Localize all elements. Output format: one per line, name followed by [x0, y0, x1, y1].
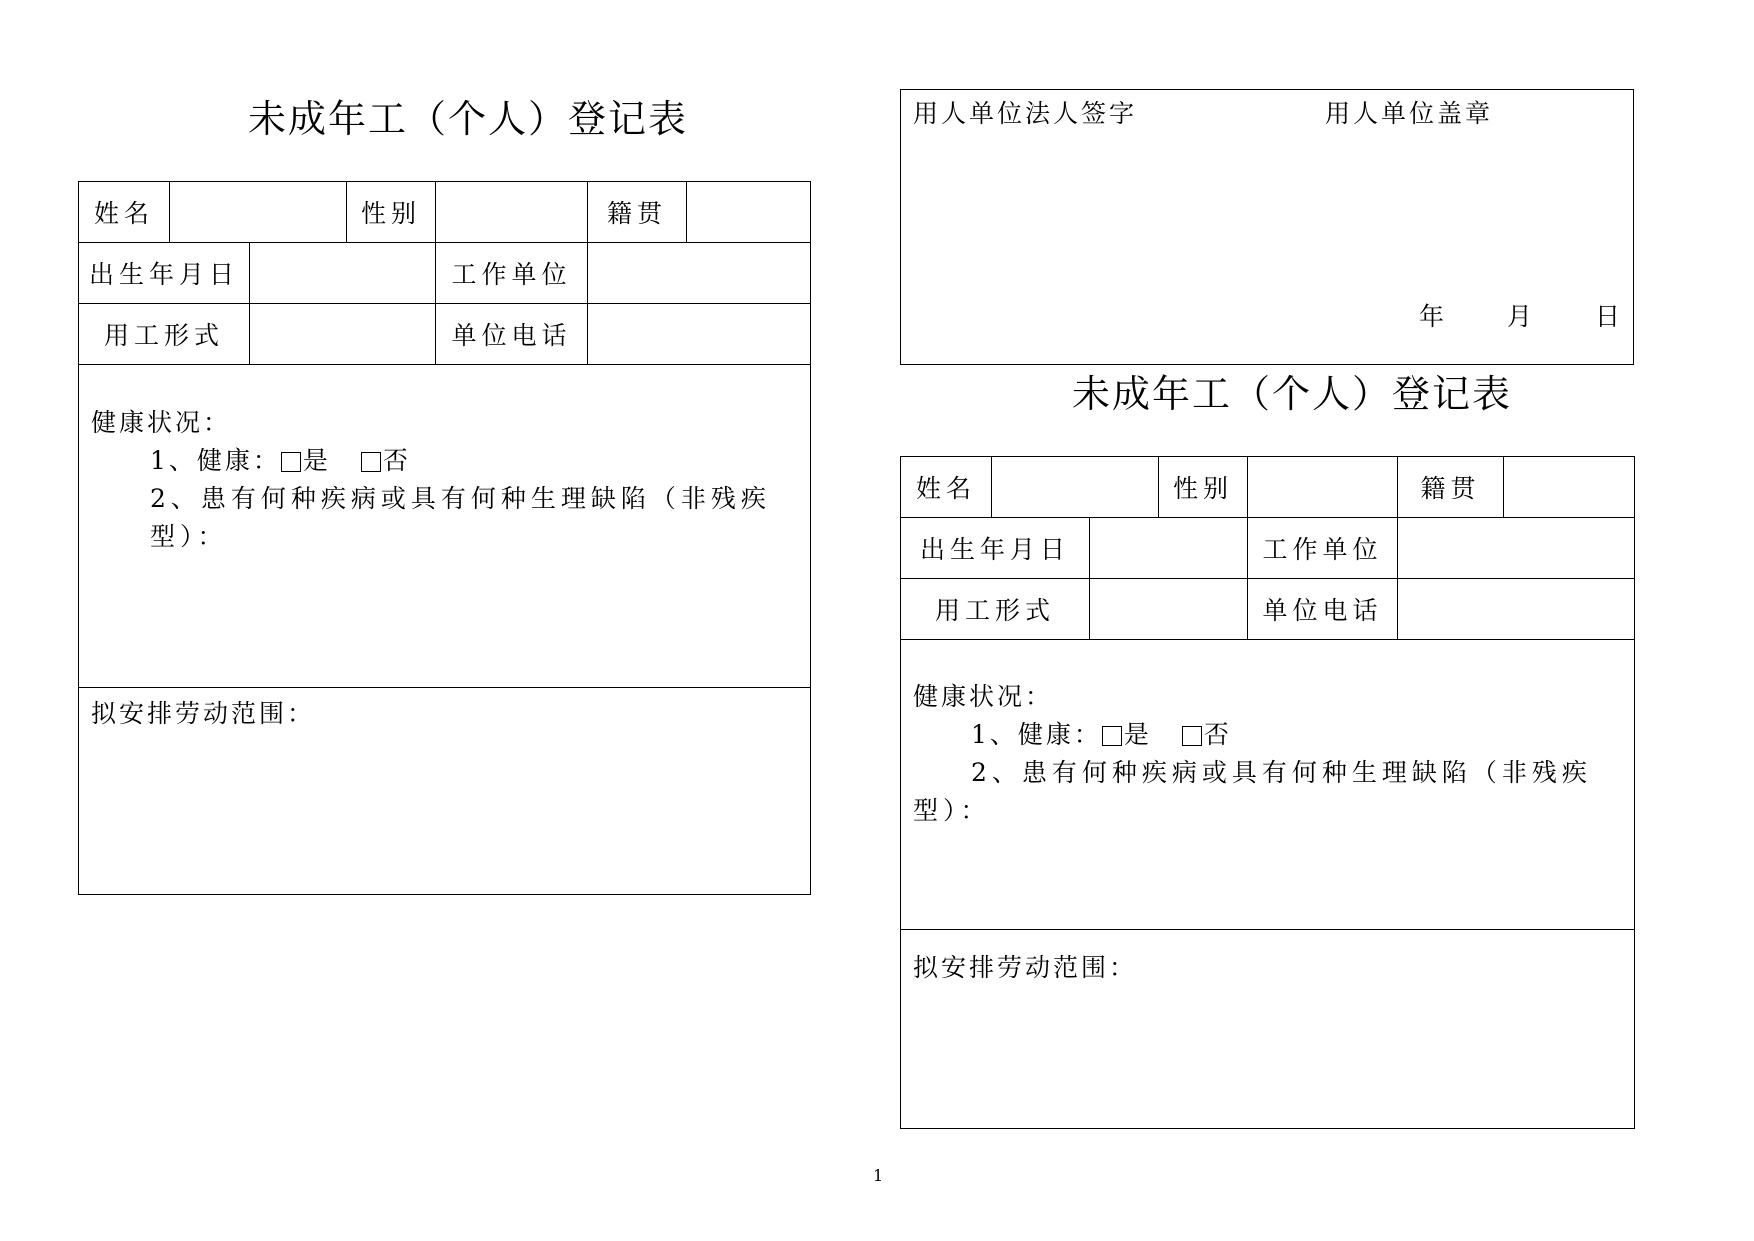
native-place-label: 籍贯 — [588, 182, 687, 243]
page-number: 1 — [873, 1166, 884, 1185]
health-heading: 健康状况： — [913, 682, 1054, 711]
health-section — [901, 640, 1635, 930]
no-checkbox[interactable] — [1182, 726, 1202, 746]
work-unit-label: 工作单位 — [436, 243, 588, 304]
page-title-2: 未成年工（个人）登记表 — [1072, 372, 1513, 416]
name-field[interactable] — [170, 182, 347, 243]
unit-seal-label: 用人单位盖章 — [1325, 99, 1494, 128]
day-label: 日 — [1595, 302, 1621, 331]
option-no-label: 否 — [382, 446, 411, 475]
work-scope-label: 拟安排劳动范围： — [913, 953, 1138, 982]
health-item1-prefix: 1、健康： — [971, 720, 1102, 749]
name-label: 姓名 — [901, 457, 992, 518]
option-yes-label: 是 — [1123, 720, 1152, 749]
health-heading: 健康状况： — [91, 408, 232, 437]
gender-field[interactable] — [1248, 457, 1398, 518]
work-scope-section — [79, 688, 811, 895]
unit-phone-label: 单位电话 — [436, 304, 588, 365]
yes-checkbox[interactable] — [1102, 726, 1122, 746]
name-label: 姓名 — [79, 182, 170, 243]
registration-table-2 — [900, 456, 1635, 1129]
yes-checkbox[interactable] — [281, 452, 301, 472]
health-item-1 — [150, 441, 411, 477]
legal-rep-signature-label: 用人单位法人签字 — [913, 99, 1138, 128]
health-item1-prefix: 1、健康： — [150, 446, 281, 475]
health-item-2: 2、患有何种疾病或具有何种生理缺陷（非残疾 — [971, 758, 1592, 787]
work-unit-field[interactable] — [588, 243, 811, 304]
work-unit-label: 工作单位 — [1248, 518, 1398, 579]
work-scope-label: 拟安排劳动范围： — [91, 699, 316, 728]
work-unit-field[interactable] — [1398, 518, 1635, 579]
gender-field[interactable] — [436, 182, 588, 243]
gender-label: 性别 — [1159, 457, 1248, 518]
registration-table — [78, 181, 811, 895]
native-place-label: 籍贯 — [1398, 457, 1504, 518]
employment-type-label: 用工形式 — [79, 304, 250, 365]
signature-box — [900, 89, 1634, 365]
name-field[interactable] — [992, 457, 1159, 518]
native-place-field[interactable] — [687, 182, 811, 243]
option-no-label: 否 — [1203, 720, 1232, 749]
health-item-1 — [971, 715, 1232, 751]
month-label: 月 — [1507, 302, 1533, 331]
birth-date-label: 出生年月日 — [901, 518, 1090, 579]
birth-date-field[interactable] — [250, 243, 436, 304]
health-section — [79, 365, 811, 688]
year-label: 年 — [1419, 302, 1445, 331]
employment-type-field[interactable] — [250, 304, 436, 365]
native-place-field[interactable] — [1504, 457, 1635, 518]
health-item-2: 2、患有何种疾病或具有何种生理缺陷（非残疾 — [150, 484, 771, 513]
gender-label: 性别 — [347, 182, 436, 243]
birth-date-field[interactable] — [1090, 518, 1248, 579]
employment-type-field[interactable] — [1090, 579, 1248, 640]
unit-phone-field[interactable] — [1398, 579, 1635, 640]
unit-phone-field[interactable] — [588, 304, 811, 365]
employment-type-label: 用工形式 — [901, 579, 1090, 640]
health-item-2-cont: 型）： — [150, 522, 228, 551]
no-checkbox[interactable] — [361, 452, 381, 472]
unit-phone-label: 单位电话 — [1248, 579, 1398, 640]
health-item-2-cont: 型）： — [913, 796, 991, 825]
birth-date-label: 出生年月日 — [79, 243, 250, 304]
work-scope-section — [901, 930, 1635, 1129]
page-title: 未成年工（个人）登记表 — [248, 97, 689, 141]
option-yes-label: 是 — [302, 446, 331, 475]
